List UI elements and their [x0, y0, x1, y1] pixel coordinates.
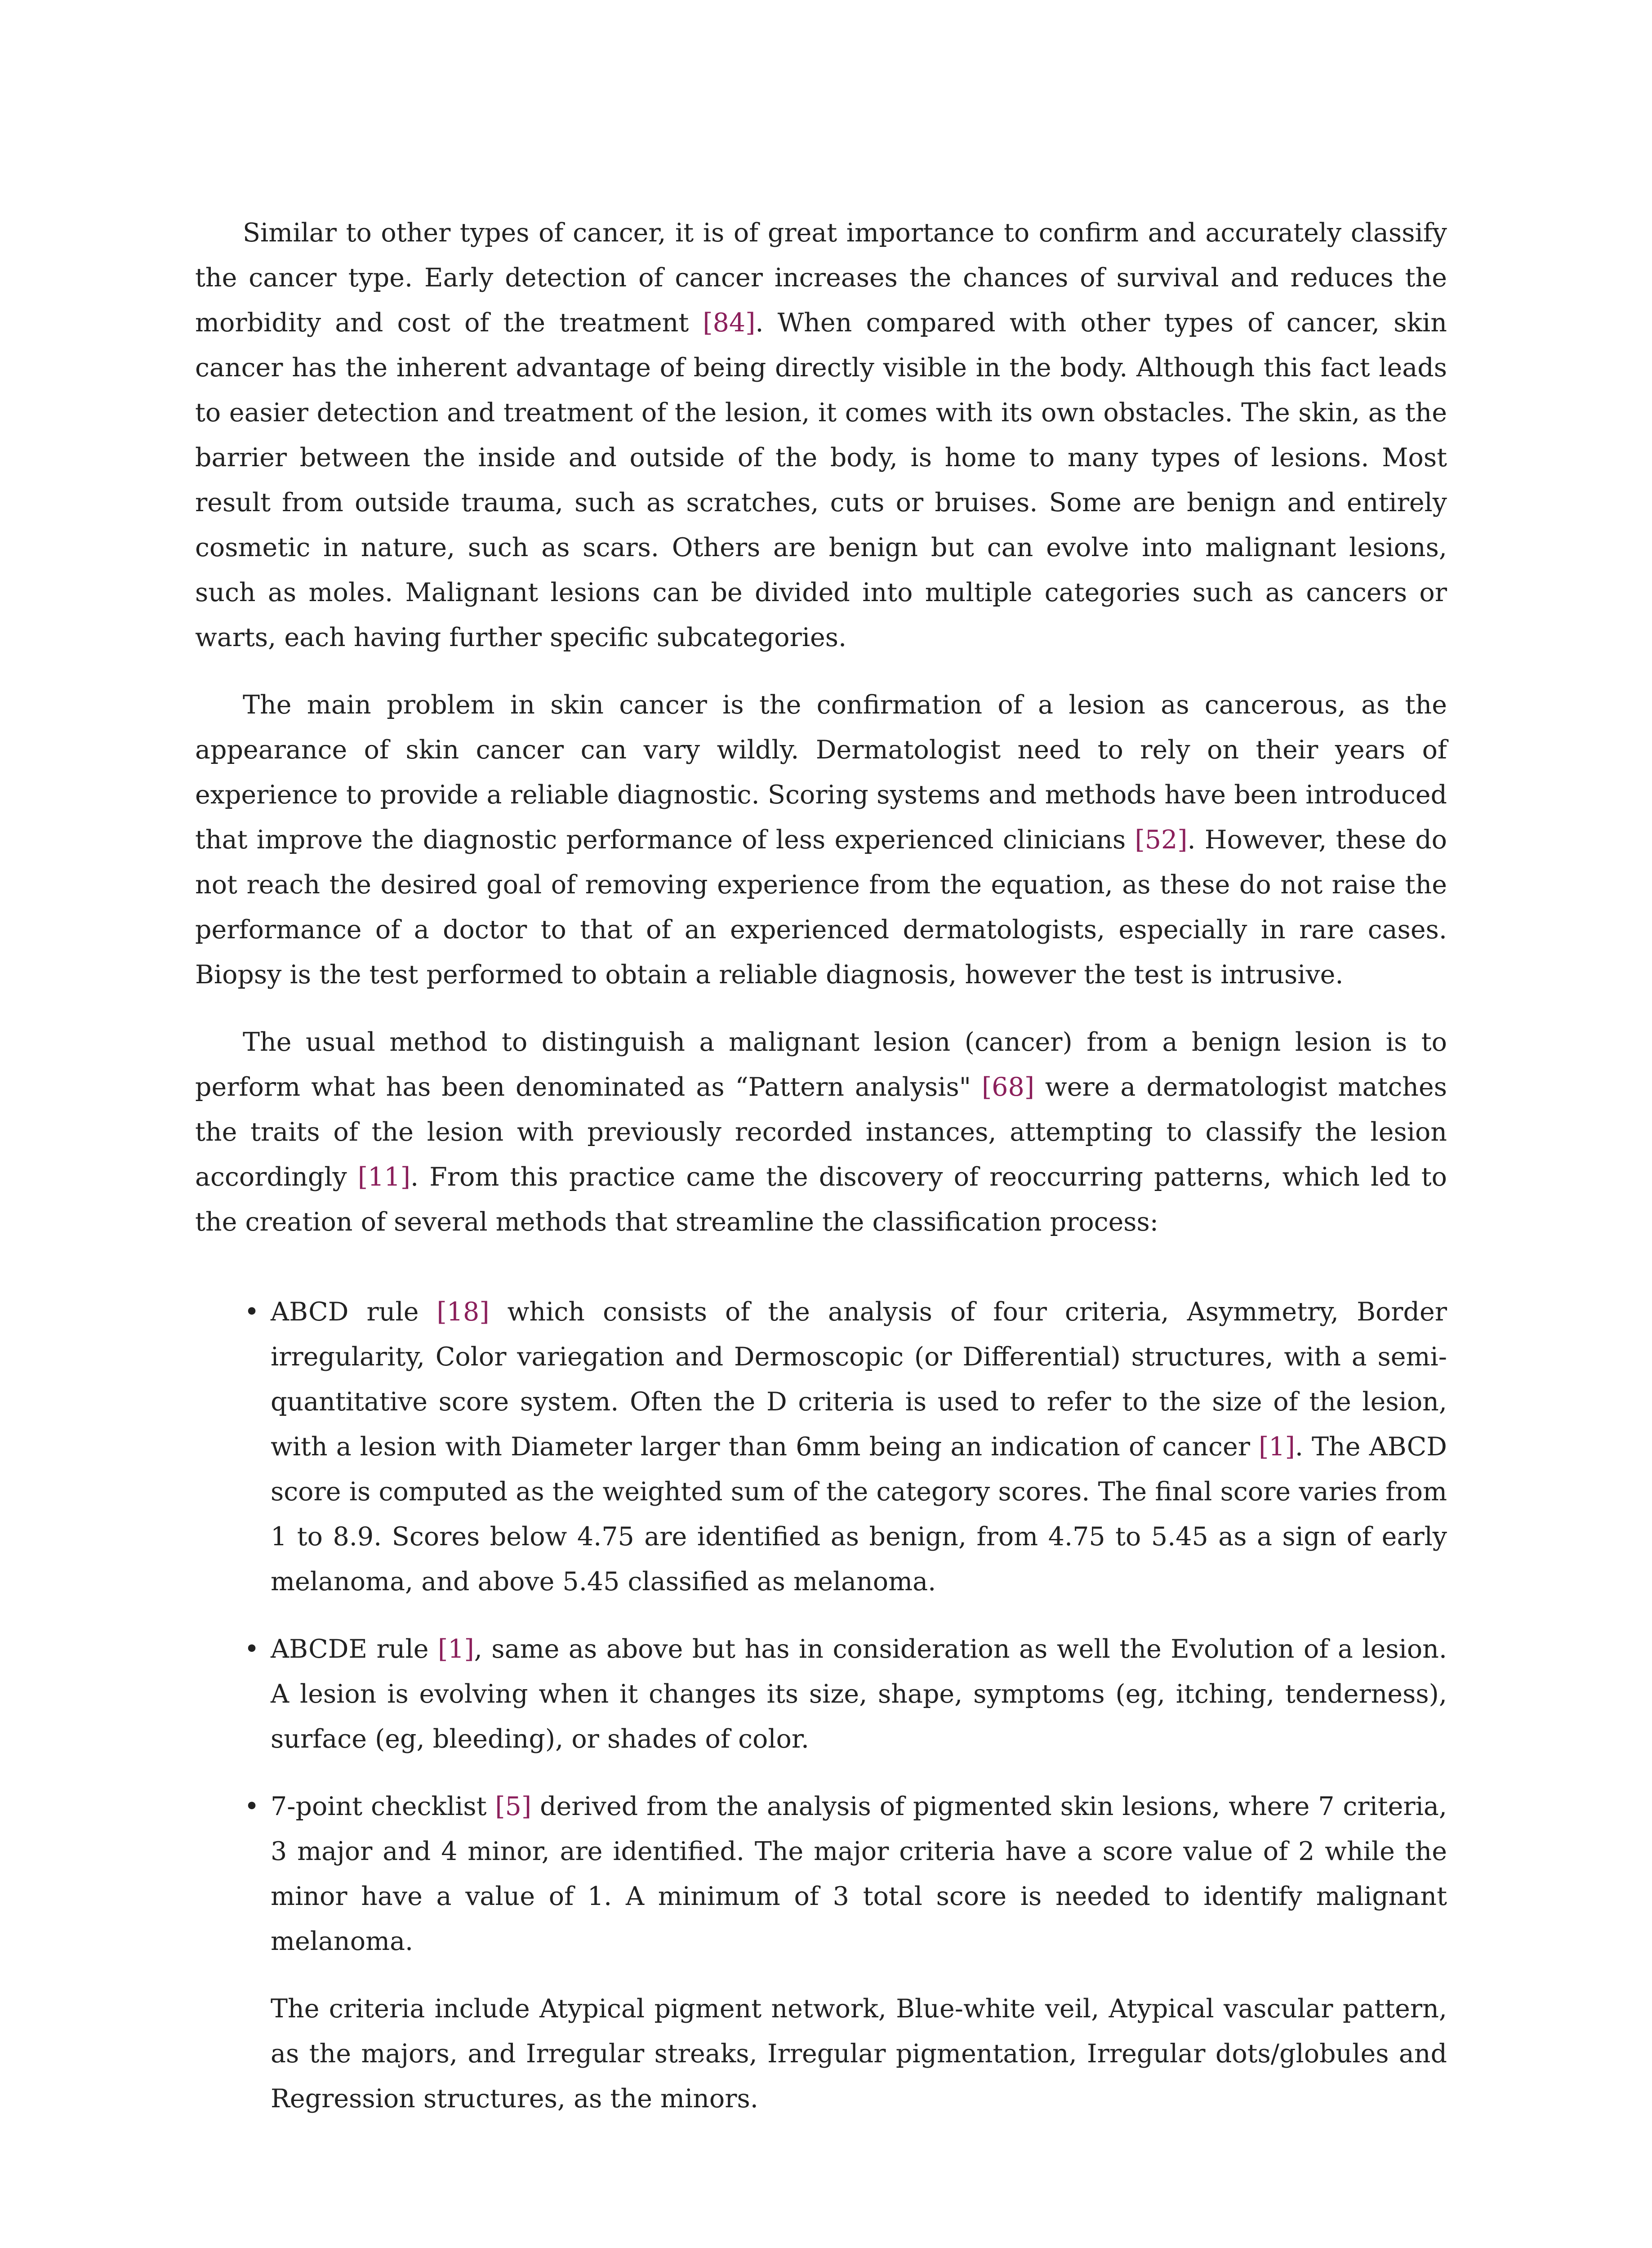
citation-link[interactable]: [84] — [703, 308, 756, 338]
bullet-icon: • — [244, 1792, 259, 1821]
list-item-text: ABCD rule — [271, 1297, 437, 1327]
citation-link[interactable]: [18] — [436, 1297, 490, 1327]
bullet-icon: • — [244, 1297, 259, 1327]
list-item-7-point-checklist — [195, 1784, 1447, 2121]
paragraph-main-problem — [195, 682, 1447, 997]
paragraph-text: The usual method to distinguish a malignant lesion (cancer) from a benign lesion is to perform what has been denominated as “Pattern analysis" — [195, 1027, 1447, 1102]
paragraph-text: were a dermatologist matches the traits of the lesion with previously recorded instances, attempting to classify the lesion accordingly — [195, 1072, 1447, 1192]
list-item-abcde-rule — [195, 1627, 1447, 1762]
citation-link[interactable]: [1] — [438, 1634, 474, 1664]
list-item-text: , same as above but has in consideration as well the Evolution of a lesion. A lesion is evolving when it changes its size, shape, symptoms (eg, itching, tenderness), surface (eg, bleeding), or shades of color. — [271, 1634, 1447, 1754]
paragraph-text: Similar to other types of cancer, it is of great importance to confirm and accurately classify the cancer type. Early detection of cancer increases the chances of survival and reduces the morbidity and cost of the treatment — [195, 218, 1447, 338]
bullet-icon: • — [244, 1634, 259, 1664]
paragraph-pattern-analysis — [195, 1020, 1447, 1244]
paragraph-text: . However, these do not reach the desired goal of removing experience from the equation, as these do not raise the performance of a doctor to that of an experienced dermatologists, especially in rare cases. Biopsy is the test performed to obtain a reliable diagnosis, however the test is intrusive. — [195, 825, 1447, 990]
citation-link[interactable]: [1] — [1259, 1432, 1295, 1462]
checklist-criteria-paragraph: The criteria include Atypical pigment network, Blue-white veil, Atypical vascular pattern, as the majors, and Irregular streaks, Irregular pigmentation, Irregular dots/globules and Regression structures, as the minors. — [271, 1994, 1447, 2114]
list-item-text: which consists of the analysis of four criteria, Asymmetry, Border irregularity, Color variegation and Dermoscopic (or Differential) structures, with a semi-quantitative score system. Often the D criteria is used to refer to the size of the lesion, with a lesion with Diameter larger than 6mm being an indication of cancer — [271, 1297, 1447, 1462]
paragraph-early-detection — [195, 210, 1447, 660]
paragraph-text: The main problem in skin cancer is the confirmation of a lesion as cancerous, as the appearance of skin cancer can vary wildly. Dermatologist need to rely on their years of experience to provide a reliable diagnostic. Scoring systems and methods have been introduced that improve the diagnostic performance of less experienced clinicians — [195, 690, 1447, 855]
list-item-text: . The ABCD score is computed as the weighted sum of the category scores. The final score varies from 1 to 8.9. Scores below 4.75 are identified as benign, from 4.75 to 5.45 as a sign of early melanoma, and above 5.45 classified as melanoma. — [271, 1432, 1447, 1597]
page-body — [195, 210, 1447, 2144]
classification-methods-list — [195, 1289, 1447, 2121]
list-item-text: 7-point checklist — [271, 1792, 495, 1821]
list-item-text: ABCDE rule — [271, 1634, 438, 1664]
citation-link[interactable]: [5] — [495, 1792, 532, 1821]
citation-link[interactable]: [68] — [981, 1072, 1034, 1102]
list-item-text: derived from the analysis of pigmented skin lesions, where 7 criteria, 3 major and 4 minor, are identified. The major criteria have a score value of 2 while the minor have a value of 1. A minimum of 3 total score is needed to identify malignant melanoma. — [271, 1792, 1447, 1956]
paragraph-text: . From this practice came the discovery of reoccurring patterns, which led to the creation of several methods that streamline the classification process: — [195, 1162, 1447, 1237]
list-item-abcd-rule — [195, 1289, 1447, 1604]
paragraph-text: . When compared with other types of cancer, skin cancer has the inherent advantage of being directly visible in the body. Although this fact leads to easier detection and treatment of the lesion, it comes with its own obstacles. The skin, as the barrier between the inside and outside of the body, is home to many types of lesions. Most result from outside trauma, such as scratches, cuts or bruises. Some are benign and entirely cosmetic in nature, such as scars. Others are benign but can evolve into malignant lesions, such as moles. Malignant lesions can be divided into multiple categories such as cancers or warts, each having further specific subcategories. — [195, 308, 1447, 652]
citation-link[interactable]: [11] — [357, 1162, 410, 1192]
citation-link[interactable]: [52] — [1135, 825, 1188, 855]
